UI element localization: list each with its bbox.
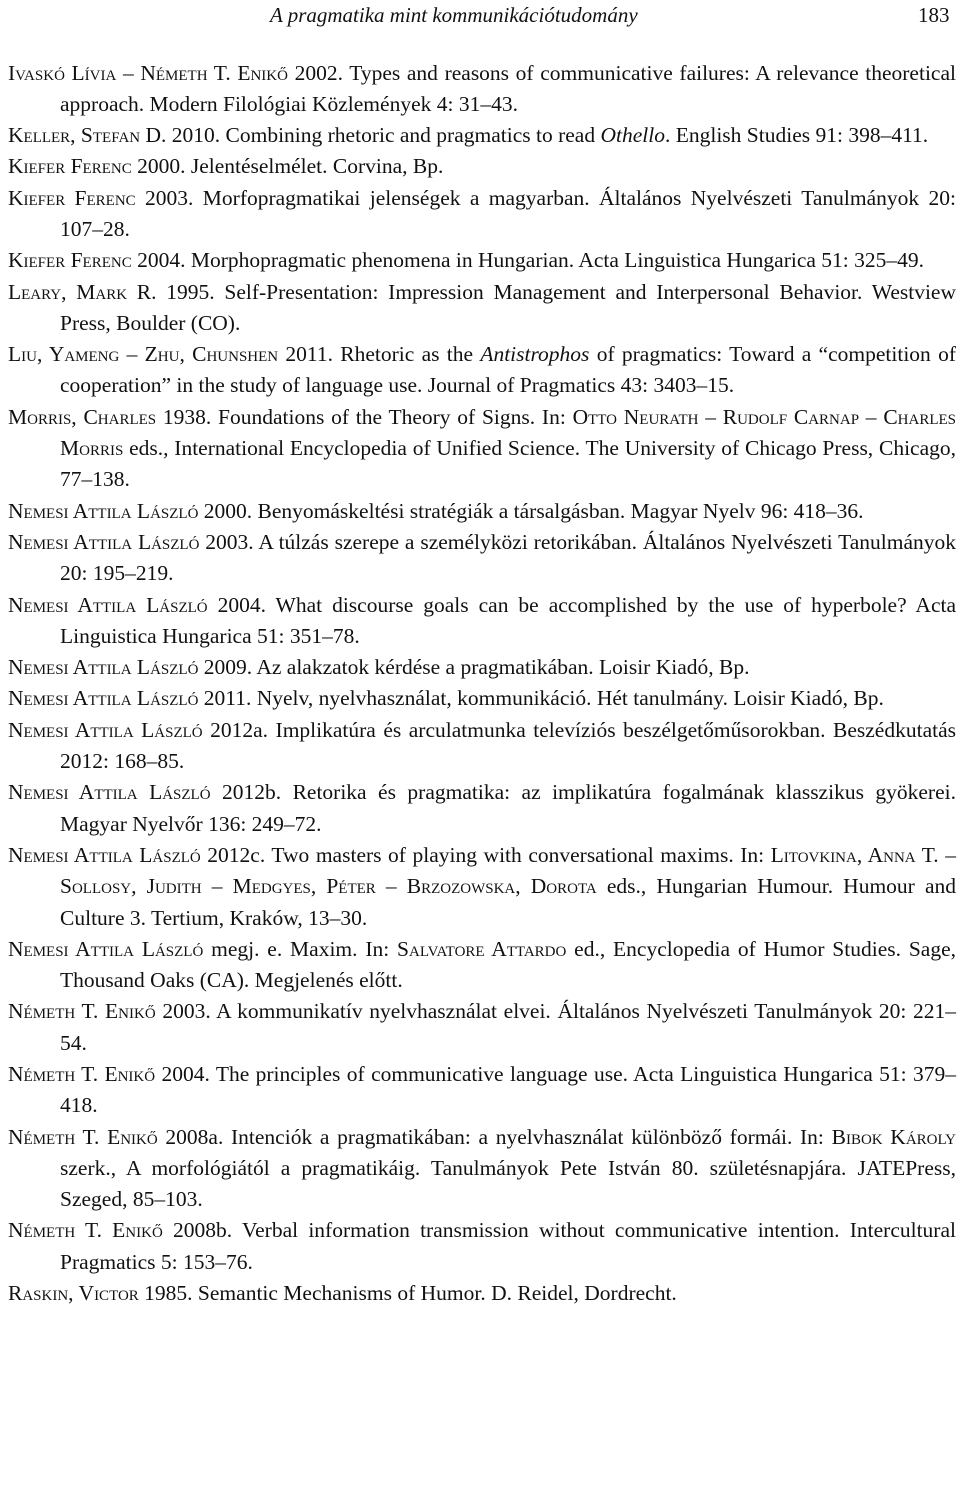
reference-text: eds., Hungarian Humour. Humour and Culture 3. Tertium, Kraków, 13–30. (60, 874, 956, 930)
reference-text: 2011. Nyelv, nyelvhasználat, kommunikáció. Hét tanulmány. Loisir Kiadó, Bp. (198, 686, 884, 711)
reference-text: 2000. Benyomáskeltési stratégiák a társalgásban. Magyar Nyelv 96: 418–36. (198, 498, 864, 523)
reference-author: Kiefer Ferenc (8, 154, 132, 179)
reference-author: Morris, Charles (8, 404, 157, 429)
reference-text: 2008b. Verbal information transmission without communicative intention. Intercultural Pragmatics 5: 153–76. (60, 1218, 956, 1274)
reference-entry (8, 277, 956, 340)
reference-text: eds., International Encyclopedia of Unified Science. The University of Chicago Press, Chicago, 77–138. (60, 436, 956, 492)
reference-text: 2008a. Intenciók a pragmatikában: a nyelvhasználat különböző formái. In: (157, 1124, 832, 1149)
reference-italic-title: Antistrophos (480, 342, 590, 367)
reference-author: Kiefer Ferenc (8, 248, 132, 273)
reference-text: of pragmatics: Toward a “competition of cooperation” in the study of language use. Journal of Pragmatics 43: 3403–15. (60, 342, 956, 398)
reference-text: megj. e. Maxim. In: (203, 936, 398, 961)
reference-entry (8, 996, 956, 1059)
reference-text: ed., Encyclopedia of Humor Studies. Sage, Thousand Oaks (CA). Megjelenés előtt. (60, 936, 956, 993)
reference-entry (8, 1215, 956, 1278)
reference-italic-title: Othello (600, 123, 665, 148)
reference-author: Bibok Károly (831, 1124, 956, 1149)
reference-author: Németh T. Enikő (8, 1062, 156, 1086)
reference-entry (8, 120, 956, 151)
reference-text: 2012c. Two masters of playing with conversational maxims. In: (200, 842, 771, 867)
reference-text: . English Studies 91: 398–411. (664, 123, 929, 148)
reference-author: Nemesi Attila László (8, 717, 203, 742)
reference-entry (8, 58, 956, 121)
reference-entry (8, 715, 956, 778)
reference-entry (8, 1059, 956, 1122)
reference-author: Keller, Stefan D. (8, 123, 167, 148)
running-head-title: A pragmatika mint kommunikációtudomány (270, 3, 638, 27)
reference-author: Litovkina, Anna T. – Sollosy, Judith – Medgyes, Péter – Brzozowska, Dorota (60, 842, 956, 899)
reference-author: Nemesi Attila László (8, 686, 199, 711)
reference-text: 2004. The principles of communicative language use. Acta Linguistica Hungarica 51: 379–418. (60, 1062, 956, 1118)
reference-author: Ivaskó Lívia – Németh T. Enikő (8, 60, 288, 85)
reference-author: Németh T. Enikő (8, 1218, 163, 1243)
reference-entry (8, 934, 956, 997)
reference-text: 1938. Foundations of the Theory of Signs. In: (156, 404, 573, 429)
reference-entry (8, 339, 956, 402)
running-head (0, 0, 960, 36)
reference-author: Nemesi Attila László (8, 842, 201, 867)
reference-text: 2003. A kommunikatív nyelvhasználat elvei. Általános Nyelvészeti Tanulmányok 20: 221–54. (60, 999, 956, 1055)
reference-text: 2010. Combining rhetoric and pragmatics to read (166, 123, 601, 148)
reference-text: 2000. Jelentéselmélet. Corvina, Bp. (131, 154, 444, 179)
reference-entry (8, 1122, 956, 1216)
reference-text: 2012b. Retorika és pragmatika: az implikatúra fogalmának klasszikus gyökerei. Magyar Nyelvőr 136: 249–72. (60, 780, 956, 836)
reference-text: 2011. Rhetoric as the (278, 342, 481, 367)
reference-author: Leary, Mark R. (8, 279, 157, 304)
page-number: 183 (918, 3, 950, 27)
reference-author: Nemesi Attila László (8, 936, 204, 961)
reference-list (8, 58, 956, 1310)
reference-text: 1995. Self-Presentation: Impression Management and Interpersonal Behavior. Westview Press, Boulder (CO). (60, 279, 956, 335)
reference-text: 2003. A túlzás szerepe a személyközi retorikában. Általános Nyelvészeti Tanulmányok 20: 195–219. (60, 529, 956, 586)
reference-entry (8, 590, 956, 653)
reference-author: Salvatore Attardo (397, 936, 567, 961)
reference-text: 2004. What discourse goals can be accomplished by the use of hyperbole? Acta Linguistica Hungarica 51: 351–78. (60, 592, 956, 648)
reference-author: Kiefer Ferenc (8, 185, 136, 210)
reference-text: 2003. Morfopragmatikai jelenségek a magyarban. Általános Nyelvészeti Tanulmányok 20: 107–28. (60, 185, 956, 241)
reference-author: Otto Neurath – Rudolf Carnap – Charles Morris (60, 404, 956, 461)
reference-author: Németh T. Enikő (8, 999, 156, 1024)
reference-author: Nemesi Attila László (8, 498, 199, 523)
reference-text: 2009. Az alakzatok kérdése a pragmatikában. Loisir Kiadó, Bp. (198, 655, 750, 680)
reference-author: Raskin, Victor (8, 1281, 139, 1306)
reference-entry (8, 683, 956, 714)
reference-author: Nemesi Attila László (8, 655, 199, 680)
reference-entry (8, 652, 956, 683)
reference-entry (8, 151, 956, 182)
reference-entry (8, 402, 956, 496)
reference-entry (8, 840, 956, 934)
reference-author: Nemesi Attila László (8, 592, 208, 617)
reference-entry (8, 527, 956, 590)
reference-entry (8, 1278, 956, 1309)
reference-entry (8, 183, 956, 246)
reference-entry (8, 777, 956, 840)
reference-entry (8, 496, 956, 527)
reference-author: Nemesi Attila László (8, 780, 211, 805)
reference-author: Németh T. Enikő (8, 1124, 158, 1149)
reference-text: 2012a. Implikatúra és arculatmunka televíziós beszélgetőműsorokban. Beszédkutatás 2012: 168–85. (60, 717, 956, 774)
reference-author: Liu, Yameng – Zhu, Chunshen (8, 342, 279, 367)
reference-entry (8, 245, 956, 276)
reference-text: 1985. Semantic Mechanisms of Humor. D. Reidel, Dordrecht. (138, 1281, 677, 1306)
reference-text: szerk., A morfológiától a pragmatikáig. Tanulmányok Pete István 80. születésnapjára. JATEPress, Szeged, 85–103. (60, 1155, 956, 1212)
reference-text: 2004. Morphopragmatic phenomena in Hungarian. Acta Linguistica Hungarica 51: 325–49. (131, 248, 925, 273)
reference-text: 2002. Types and reasons of communicative failures: A relevance theoretical approach. Modern Filológiai Közlemények 4: 31–43. (60, 60, 956, 116)
reference-author: Nemesi Attila László (8, 529, 200, 554)
